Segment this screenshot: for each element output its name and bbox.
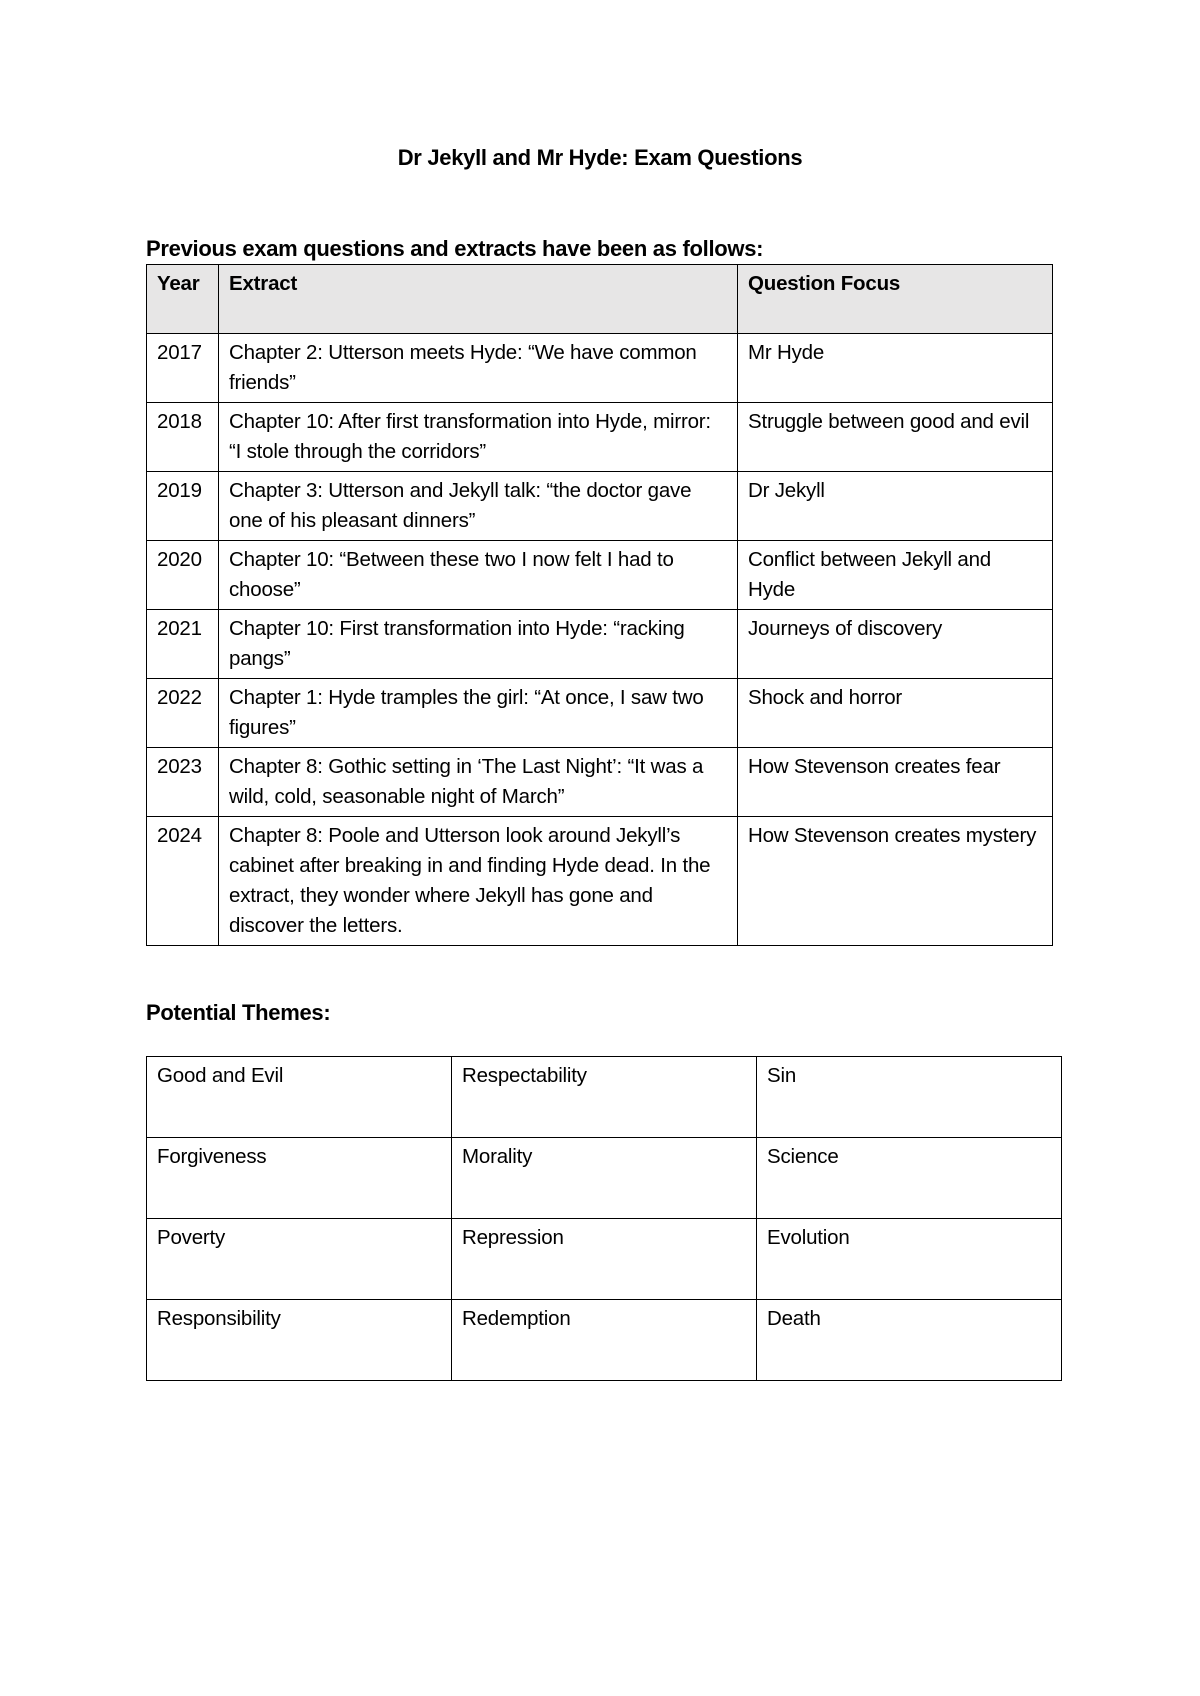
- table-row: [147, 679, 1053, 748]
- question-focus-cell: Dr Jekyll: [738, 472, 1053, 541]
- exam-questions-heading: Previous exam questions and extracts have been as follows:: [146, 236, 764, 261]
- question-focus-cell: How Stevenson creates mystery: [738, 817, 1053, 946]
- year-cell: 2017: [147, 334, 219, 403]
- theme-cell: Death: [757, 1300, 1062, 1381]
- extract-cell: Chapter 1: Hyde tramples the girl: “At once, I saw two figures”: [219, 679, 738, 748]
- page-title: Dr Jekyll and Mr Hyde: Exam Questions: [397, 145, 803, 170]
- question-focus-cell: Conflict between Jekyll and Hyde: [738, 541, 1053, 610]
- year-cell: 2020: [147, 541, 219, 610]
- table-header-row: [147, 265, 1053, 334]
- table-row: [147, 817, 1053, 946]
- exam-questions-table: [146, 264, 1053, 946]
- table-row: [147, 334, 1053, 403]
- column-header-question-focus: Question Focus: [738, 265, 1053, 334]
- theme-cell: Sin: [757, 1057, 1062, 1138]
- year-cell: 2021: [147, 610, 219, 679]
- extract-cell: Chapter 10: First transformation into Hyde: “racking pangs”: [219, 610, 738, 679]
- question-focus-cell: Journeys of discovery: [738, 610, 1053, 679]
- table-row: [147, 472, 1053, 541]
- question-focus-cell: Mr Hyde: [738, 334, 1053, 403]
- theme-cell: Respectability: [452, 1057, 757, 1138]
- theme-cell: Repression: [452, 1219, 757, 1300]
- table-row: [147, 1057, 1062, 1138]
- extract-cell: Chapter 10: “Between these two I now felt I had to choose”: [219, 541, 738, 610]
- theme-cell: Forgiveness: [147, 1138, 452, 1219]
- theme-cell: Morality: [452, 1138, 757, 1219]
- year-cell: 2018: [147, 403, 219, 472]
- table-row: [147, 610, 1053, 679]
- question-focus-cell: Struggle between good and evil: [738, 403, 1053, 472]
- theme-cell: Good and Evil: [147, 1057, 452, 1138]
- question-focus-cell: How Stevenson creates fear: [738, 748, 1053, 817]
- year-cell: 2024: [147, 817, 219, 946]
- table-row: [147, 748, 1053, 817]
- question-focus-cell: Shock and horror: [738, 679, 1053, 748]
- potential-themes-heading: Potential Themes:: [146, 1000, 331, 1025]
- theme-cell: Responsibility: [147, 1300, 452, 1381]
- extract-cell: Chapter 2: Utterson meets Hyde: “We have common friends”: [219, 334, 738, 403]
- year-cell: 2019: [147, 472, 219, 541]
- table-row: [147, 1219, 1062, 1300]
- table-row: [147, 541, 1053, 610]
- theme-cell: Redemption: [452, 1300, 757, 1381]
- column-header-extract: Extract: [219, 265, 738, 334]
- year-cell: 2023: [147, 748, 219, 817]
- table-row: [147, 403, 1053, 472]
- table-row: [147, 1138, 1062, 1219]
- extract-cell: Chapter 8: Poole and Utterson look around Jekyll’s cabinet after breaking in and finding Hyde dead. In the extract, they wonder where Jekyll has gone and discover the letters.: [219, 817, 738, 946]
- table-row: [147, 1300, 1062, 1381]
- year-cell: 2022: [147, 679, 219, 748]
- extract-cell: Chapter 8: Gothic setting in ‘The Last Night’: “It was a wild, cold, seasonable night of March”: [219, 748, 738, 817]
- theme-cell: Evolution: [757, 1219, 1062, 1300]
- themes-table: [146, 1056, 1062, 1381]
- extract-cell: Chapter 3: Utterson and Jekyll talk: “the doctor gave one of his pleasant dinners”: [219, 472, 738, 541]
- column-header-year: Year: [147, 265, 219, 334]
- extract-cell: Chapter 10: After first transformation into Hyde, mirror: “I stole through the corridors”: [219, 403, 738, 472]
- theme-cell: Poverty: [147, 1219, 452, 1300]
- theme-cell: Science: [757, 1138, 1062, 1219]
